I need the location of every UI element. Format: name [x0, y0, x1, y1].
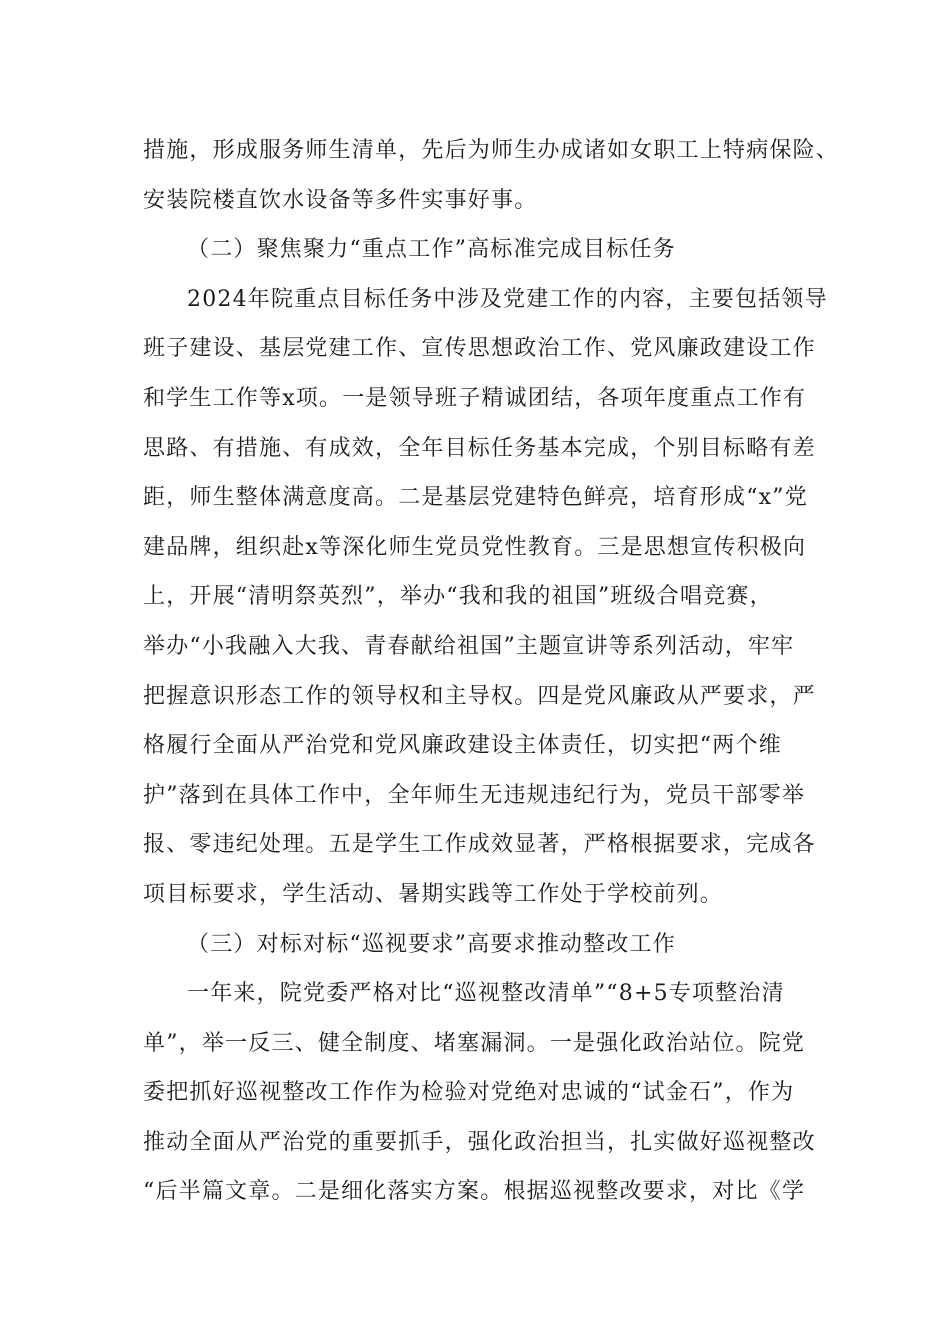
text-line: 委把抓好巡视整改工作作为检验对党绝对忠诚的“试金石”，作为 — [143, 1080, 795, 1106]
text-line: 建品牌，组织赴x等深化师生党员党性教育。三是思想宣传积极向 — [143, 534, 807, 560]
text-line: 把握意识形态工作的领导权和主导权。四是党风廉政从严要求，严 — [143, 683, 816, 709]
text-line: 举办“小我融入大我、青春献给祖国”主题宣讲等系列活动，牢牢 — [143, 633, 795, 659]
text-line: 安装院楼直饮水设备等多件实事好事。 — [143, 187, 538, 213]
text-line: 思路、有措施、有成效，全年目标任务基本完成，个别目标略有差 — [143, 435, 816, 461]
text-line: 和学生工作等x项。一是领导班子精诚团结，各项年度重点工作有 — [143, 385, 807, 411]
document-body — [143, 126, 843, 1217]
section-heading: （三）对标对标“巡视要求”高要求推动整改工作 — [187, 931, 676, 957]
text-line: 一年来，院党委严格对比“巡视整改清单”“8+5专项整治清 — [187, 981, 785, 1007]
text-line: 班子建设、基层党建工作、宣传思想政治工作、党风廉政建设工作 — [143, 336, 816, 362]
text-line: 项目标要求，学生活动、暑期实践等工作处于学校前列。 — [143, 881, 724, 907]
text-line: “后半篇文章。二是细化落实方案。根据巡视整改要求，对比《学 — [143, 1179, 806, 1205]
text-line: 措施，形成服务师生清单，先后为师生办成诸如女职工上特病保险、 — [143, 138, 840, 163]
text-line: 2024年院重点目标任务中涉及党建工作的内容，主要包括领导 — [187, 286, 828, 312]
text-line: 距，师生整体满意度高。二是基层党建特色鲜亮，培育形成“x”党 — [143, 485, 808, 511]
text-line: 推动全面从严治党的重要抓手，强化政治担当，扎实做好巡视整改 — [143, 1129, 816, 1155]
text-line: 上，开展“清明祭英烈”，举办“我和我的祖国”班级合唱竞赛， — [143, 584, 773, 610]
section-heading: （二）聚焦聚力“重点工作”高标准完成目标任务 — [187, 237, 676, 263]
text-line: 报、零违纪处理。五是学生工作成效显著，严格根据要求，完成各 — [143, 832, 816, 858]
text-line: 格履行全面从严治党和党风廉政建设主体责任，切实把“两个维 — [143, 733, 782, 759]
text-line: 护”落到在具体工作中，全年师生无违规违纪行为，党员干部零举 — [143, 782, 806, 808]
text-line: 单”，举一反三、健全制度、堵塞漏洞。一是强化政治站位。院党 — [143, 1030, 806, 1056]
